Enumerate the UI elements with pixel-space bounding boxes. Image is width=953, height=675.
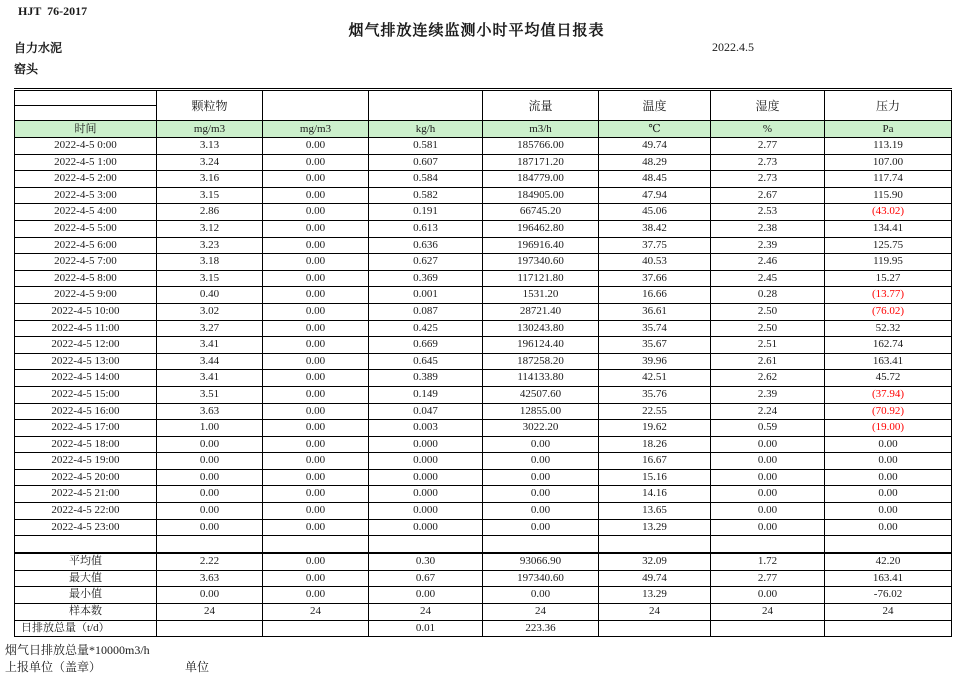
value-cell: 3.51 <box>157 386 263 403</box>
value-cell: 0.00 <box>157 519 263 536</box>
value-cell: 36.61 <box>599 303 711 320</box>
value-cell: 0.30 <box>369 553 483 570</box>
value-cell: 0.00 <box>263 587 369 604</box>
value-cell: 0.613 <box>369 220 483 237</box>
data-rows <box>15 138 952 536</box>
value-cell: 0.003 <box>369 420 483 437</box>
value-cell: 0.00 <box>369 587 483 604</box>
time-cell: 2022-4-5 9:00 <box>15 287 157 304</box>
summary-row <box>15 604 952 621</box>
col-header-particulate: 颗粒物 <box>157 90 263 121</box>
doc-code: HJT 76-2017 <box>18 4 88 18</box>
value-cell: 0.00 <box>263 270 369 287</box>
value-cell: 0.00 <box>483 453 599 470</box>
table-row <box>15 254 952 271</box>
value-cell: 24 <box>263 604 369 621</box>
value-cell: 223.36 <box>483 620 599 637</box>
table-row <box>15 337 952 354</box>
spacer-band <box>15 536 952 554</box>
table-row <box>15 154 952 171</box>
value-cell: 3022.20 <box>483 420 599 437</box>
value-cell: 0.607 <box>369 154 483 171</box>
value-cell: 37.75 <box>599 237 711 254</box>
value-cell: 22.55 <box>599 403 711 420</box>
units-row <box>15 121 952 138</box>
value-cell: (37.94) <box>825 386 952 403</box>
value-cell: 2.39 <box>711 237 825 254</box>
value-cell: (43.02) <box>825 204 952 221</box>
value-cell: 3.15 <box>157 270 263 287</box>
value-cell: 0.627 <box>369 254 483 271</box>
value-cell: 2.86 <box>157 204 263 221</box>
value-cell: 196124.40 <box>483 337 599 354</box>
value-cell: 0.00 <box>157 453 263 470</box>
unit-pa: Pa <box>825 121 952 138</box>
time-cell: 2022-4-5 0:00 <box>15 138 157 155</box>
value-cell: 0.40 <box>157 287 263 304</box>
value-cell: 0.00 <box>483 503 599 520</box>
group-header-row-1 <box>15 90 952 106</box>
value-cell: (19.00) <box>825 420 952 437</box>
value-cell: 0.00 <box>263 287 369 304</box>
value-cell: 0.00 <box>263 138 369 155</box>
value-cell: 16.66 <box>599 287 711 304</box>
value-cell: 2.53 <box>711 204 825 221</box>
summary-label-cell: 最小值 <box>15 587 157 604</box>
time-cell: 2022-4-5 19:00 <box>15 453 157 470</box>
value-cell: 0.000 <box>369 486 483 503</box>
value-cell: 3.18 <box>157 254 263 271</box>
time-cell: 2022-4-5 12:00 <box>15 337 157 354</box>
value-cell: 16.67 <box>599 453 711 470</box>
value-cell: 0.28 <box>711 287 825 304</box>
value-cell: 2.39 <box>711 386 825 403</box>
value-cell: 162.74 <box>825 337 952 354</box>
time-cell: 2022-4-5 20:00 <box>15 469 157 486</box>
value-cell: 2.67 <box>711 187 825 204</box>
value-cell: 0.00 <box>263 503 369 520</box>
value-cell: 0.00 <box>263 171 369 188</box>
value-cell: 0.000 <box>369 436 483 453</box>
value-cell: 184779.00 <box>483 171 599 188</box>
value-cell: 0.00 <box>263 353 369 370</box>
header-empty-cell <box>15 90 157 106</box>
value-cell: 19.62 <box>599 420 711 437</box>
value-cell: 3.13 <box>157 138 263 155</box>
page-title: 烟气排放连续监测小时平均值日报表 <box>348 23 605 39</box>
value-cell: 0.00 <box>483 436 599 453</box>
table-row <box>15 138 952 155</box>
value-cell: 24 <box>157 604 263 621</box>
value-cell: 0.425 <box>369 320 483 337</box>
value-cell: 0.00 <box>263 453 369 470</box>
value-cell: 3.15 <box>157 187 263 204</box>
value-cell: 49.74 <box>599 138 711 155</box>
value-cell: 3.02 <box>157 303 263 320</box>
value-cell: 184905.00 <box>483 187 599 204</box>
value-cell: 35.67 <box>599 337 711 354</box>
table-row <box>15 187 952 204</box>
col-header-temperature: 温度 <box>599 90 711 121</box>
value-cell: 114133.80 <box>483 370 599 387</box>
table-row <box>15 370 952 387</box>
col-header-pressure: 压力 <box>825 90 952 121</box>
value-cell: 14.16 <box>599 486 711 503</box>
value-cell: 48.45 <box>599 171 711 188</box>
value-cell: 0.00 <box>483 587 599 604</box>
value-cell: 35.74 <box>599 320 711 337</box>
value-cell: 0.584 <box>369 171 483 188</box>
value-cell: 0.00 <box>263 469 369 486</box>
value-cell: 1.72 <box>711 553 825 570</box>
value-cell: 0.00 <box>263 320 369 337</box>
value-cell: 0.01 <box>369 620 483 637</box>
table-row <box>15 287 952 304</box>
value-cell: 0.00 <box>263 386 369 403</box>
value-cell: 0.645 <box>369 353 483 370</box>
value-cell: 0.00 <box>711 486 825 503</box>
value-cell: 38.42 <box>599 220 711 237</box>
table-row <box>15 386 952 403</box>
value-cell: 117121.80 <box>483 270 599 287</box>
value-cell: 113.19 <box>825 138 952 155</box>
table-row <box>15 420 952 437</box>
value-cell: 0.00 <box>825 469 952 486</box>
value-cell: 0.00 <box>825 519 952 536</box>
value-cell: 0.59 <box>711 420 825 437</box>
value-cell: 24 <box>483 604 599 621</box>
value-cell: 187258.20 <box>483 353 599 370</box>
table-row <box>15 453 952 470</box>
header-empty-cell <box>15 106 157 121</box>
time-cell: 2022-4-5 13:00 <box>15 353 157 370</box>
value-cell: 47.94 <box>599 187 711 204</box>
table-row <box>15 320 952 337</box>
summary-row <box>15 570 952 587</box>
time-cell: 2022-4-5 3:00 <box>15 187 157 204</box>
footer-note: 烟气日排放总量*10000m3/h <box>5 643 150 657</box>
table-row <box>15 204 952 221</box>
value-cell: 2.24 <box>711 403 825 420</box>
value-cell: 0.00 <box>263 303 369 320</box>
time-cell: 2022-4-5 17:00 <box>15 420 157 437</box>
table-row <box>15 436 952 453</box>
time-cell: 2022-4-5 8:00 <box>15 270 157 287</box>
table-row <box>15 403 952 420</box>
unit-m3h: m3/h <box>483 121 599 138</box>
company-name: 自力水泥 <box>14 41 63 55</box>
value-cell: 37.66 <box>599 270 711 287</box>
spacer-row <box>15 536 952 554</box>
value-cell: 24 <box>825 604 952 621</box>
table-row <box>15 270 952 287</box>
table-row <box>15 220 952 237</box>
value-cell: 0.00 <box>157 503 263 520</box>
header-band <box>15 90 952 138</box>
value-cell: 0.00 <box>711 519 825 536</box>
report-unit-label: 上报单位（盖章） <box>5 660 102 674</box>
value-cell: 115.90 <box>825 187 952 204</box>
value-cell: 0.00 <box>157 436 263 453</box>
value-cell: 0.00 <box>263 436 369 453</box>
value-cell: 187171.20 <box>483 154 599 171</box>
value-cell: 12855.00 <box>483 403 599 420</box>
value-cell: 3.63 <box>157 570 263 587</box>
value-cell: 0.00 <box>263 486 369 503</box>
value-cell: 0.149 <box>369 386 483 403</box>
value-cell: 15.27 <box>825 270 952 287</box>
value-cell: 2.46 <box>711 254 825 271</box>
value-cell: 1.00 <box>157 420 263 437</box>
value-cell: 2.45 <box>711 270 825 287</box>
table-row <box>15 353 952 370</box>
time-cell: 2022-4-5 11:00 <box>15 320 157 337</box>
time-cell: 2022-4-5 14:00 <box>15 370 157 387</box>
unit-mgm3-2: mg/m3 <box>263 121 369 138</box>
time-cell: 2022-4-5 7:00 <box>15 254 157 271</box>
value-cell: 0.582 <box>369 187 483 204</box>
table-row <box>15 486 952 503</box>
value-cell: 117.74 <box>825 171 952 188</box>
value-cell: (70.92) <box>825 403 952 420</box>
value-cell: 0.00 <box>825 453 952 470</box>
value-cell: 0.00 <box>263 220 369 237</box>
value-cell: 119.95 <box>825 254 952 271</box>
value-cell: 48.29 <box>599 154 711 171</box>
value-cell: 2.77 <box>711 138 825 155</box>
value-cell: 0.00 <box>157 469 263 486</box>
value-cell: 125.75 <box>825 237 952 254</box>
value-cell: 0.00 <box>825 486 952 503</box>
summary-row <box>15 553 952 570</box>
time-cell: 2022-4-5 1:00 <box>15 154 157 171</box>
station-name: 窑头 <box>14 62 39 76</box>
unit-label: 单位 <box>185 660 210 674</box>
value-cell: 24 <box>369 604 483 621</box>
value-cell: 0.00 <box>263 519 369 536</box>
value-cell: 0.00 <box>263 254 369 271</box>
value-cell: 0.389 <box>369 370 483 387</box>
value-cell: 130243.80 <box>483 320 599 337</box>
value-cell: 197340.60 <box>483 570 599 587</box>
report-date: 2022.4.5 <box>712 40 754 54</box>
value-cell <box>599 620 711 637</box>
value-cell: 0.00 <box>711 587 825 604</box>
value-cell: 0.00 <box>483 519 599 536</box>
unit-kgh: kg/h <box>369 121 483 138</box>
value-cell: 0.000 <box>369 503 483 520</box>
time-cell: 2022-4-5 16:00 <box>15 403 157 420</box>
value-cell: 66745.20 <box>483 204 599 221</box>
value-cell: 0.047 <box>369 403 483 420</box>
value-cell: 197340.60 <box>483 254 599 271</box>
value-cell <box>157 620 263 637</box>
summary-label-cell: 样本数 <box>15 604 157 621</box>
value-cell: 3.41 <box>157 337 263 354</box>
table-row <box>15 171 952 188</box>
value-cell: 2.22 <box>157 553 263 570</box>
value-cell: 2.77 <box>711 570 825 587</box>
value-cell: 0.00 <box>263 204 369 221</box>
time-cell: 2022-4-5 10:00 <box>15 303 157 320</box>
value-cell: 0.67 <box>369 570 483 587</box>
col-header-flow: 流量 <box>483 90 599 121</box>
value-cell: 0.00 <box>483 469 599 486</box>
value-cell: 0.00 <box>825 503 952 520</box>
value-cell: 2.50 <box>711 303 825 320</box>
value-cell: 0.00 <box>263 420 369 437</box>
value-cell: 45.72 <box>825 370 952 387</box>
value-cell: 0.00 <box>263 187 369 204</box>
value-cell: 3.27 <box>157 320 263 337</box>
value-cell: 13.29 <box>599 519 711 536</box>
value-cell: 0.00 <box>263 154 369 171</box>
table-row <box>15 303 952 320</box>
value-cell: 0.00 <box>263 237 369 254</box>
value-cell: 42507.60 <box>483 386 599 403</box>
value-cell: 163.41 <box>825 570 952 587</box>
value-cell: 18.26 <box>599 436 711 453</box>
summary-rows <box>15 553 952 636</box>
value-cell: 1531.20 <box>483 287 599 304</box>
value-cell: 32.09 <box>599 553 711 570</box>
value-cell: 0.00 <box>711 436 825 453</box>
time-cell: 2022-4-5 21:00 <box>15 486 157 503</box>
value-cell: 0.087 <box>369 303 483 320</box>
value-cell: 0.00 <box>483 486 599 503</box>
summary-label-cell: 日排放总量（t/d） <box>15 620 157 637</box>
value-cell: 0.00 <box>157 486 263 503</box>
value-cell: 3.24 <box>157 154 263 171</box>
value-cell: 0.00 <box>263 370 369 387</box>
value-cell: 3.44 <box>157 353 263 370</box>
value-cell: 0.00 <box>263 553 369 570</box>
time-cell: 2022-4-5 5:00 <box>15 220 157 237</box>
value-cell: 0.000 <box>369 469 483 486</box>
value-cell: 0.00 <box>711 503 825 520</box>
summary-label-cell: 平均值 <box>15 553 157 570</box>
value-cell: 0.191 <box>369 204 483 221</box>
value-cell: 24 <box>711 604 825 621</box>
value-cell: 0.000 <box>369 519 483 536</box>
value-cell: 0.00 <box>825 436 952 453</box>
col-header-humidity: 湿度 <box>711 90 825 121</box>
summary-row <box>15 587 952 604</box>
time-cell: 2022-4-5 22:00 <box>15 503 157 520</box>
unit-celsius: ℃ <box>599 121 711 138</box>
value-cell: 0.369 <box>369 270 483 287</box>
value-cell: 45.06 <box>599 204 711 221</box>
value-cell: 2.73 <box>711 171 825 188</box>
summary-label-cell: 最大值 <box>15 570 157 587</box>
value-cell <box>711 620 825 637</box>
value-cell: 0.001 <box>369 287 483 304</box>
value-cell: 0.000 <box>369 453 483 470</box>
value-cell: 15.16 <box>599 469 711 486</box>
unit-mgm3-1: mg/m3 <box>157 121 263 138</box>
value-cell: 3.23 <box>157 237 263 254</box>
value-cell: 42.51 <box>599 370 711 387</box>
value-cell: 196916.40 <box>483 237 599 254</box>
value-cell: 0.00 <box>711 453 825 470</box>
value-cell: 2.61 <box>711 353 825 370</box>
time-cell: 2022-4-5 2:00 <box>15 171 157 188</box>
value-cell: 0.636 <box>369 237 483 254</box>
value-cell: 0.00 <box>711 469 825 486</box>
value-cell: 0.00 <box>263 403 369 420</box>
value-cell: 0.00 <box>263 337 369 354</box>
value-cell: 0.581 <box>369 138 483 155</box>
value-cell: 24 <box>599 604 711 621</box>
value-cell: 2.50 <box>711 320 825 337</box>
time-cell: 2022-4-5 18:00 <box>15 436 157 453</box>
value-cell: 0.00 <box>157 587 263 604</box>
value-cell: 13.29 <box>599 587 711 604</box>
col-header-empty-2 <box>263 90 369 121</box>
value-cell: 107.00 <box>825 154 952 171</box>
time-cell: 2022-4-5 6:00 <box>15 237 157 254</box>
value-cell: 185766.00 <box>483 138 599 155</box>
emissions-table <box>14 88 952 637</box>
value-cell: 52.32 <box>825 320 952 337</box>
value-cell: 28721.40 <box>483 303 599 320</box>
table-row <box>15 503 952 520</box>
time-column-header: 时间 <box>15 121 157 138</box>
value-cell: 35.76 <box>599 386 711 403</box>
value-cell: 163.41 <box>825 353 952 370</box>
value-cell: 3.63 <box>157 403 263 420</box>
col-header-empty-3 <box>369 90 483 121</box>
value-cell: -76.02 <box>825 587 952 604</box>
value-cell: 2.73 <box>711 154 825 171</box>
value-cell: 49.74 <box>599 570 711 587</box>
value-cell: 93066.90 <box>483 553 599 570</box>
value-cell: 13.65 <box>599 503 711 520</box>
value-cell <box>825 620 952 637</box>
value-cell: 39.96 <box>599 353 711 370</box>
value-cell: 134.41 <box>825 220 952 237</box>
value-cell: 2.51 <box>711 337 825 354</box>
value-cell: 40.53 <box>599 254 711 271</box>
value-cell: 3.16 <box>157 171 263 188</box>
time-cell: 2022-4-5 15:00 <box>15 386 157 403</box>
table-row <box>15 519 952 536</box>
time-cell: 2022-4-5 4:00 <box>15 204 157 221</box>
value-cell: (13.77) <box>825 287 952 304</box>
table-row <box>15 237 952 254</box>
unit-percent: % <box>711 121 825 138</box>
value-cell: 2.62 <box>711 370 825 387</box>
summary-row <box>15 620 952 637</box>
value-cell: 42.20 <box>825 553 952 570</box>
time-cell: 2022-4-5 23:00 <box>15 519 157 536</box>
table-row <box>15 469 952 486</box>
value-cell <box>263 620 369 637</box>
value-cell: 0.00 <box>263 570 369 587</box>
value-cell: 3.41 <box>157 370 263 387</box>
value-cell: 3.12 <box>157 220 263 237</box>
value-cell: 196462.80 <box>483 220 599 237</box>
value-cell: 0.669 <box>369 337 483 354</box>
value-cell: 2.38 <box>711 220 825 237</box>
value-cell: (76.02) <box>825 303 952 320</box>
